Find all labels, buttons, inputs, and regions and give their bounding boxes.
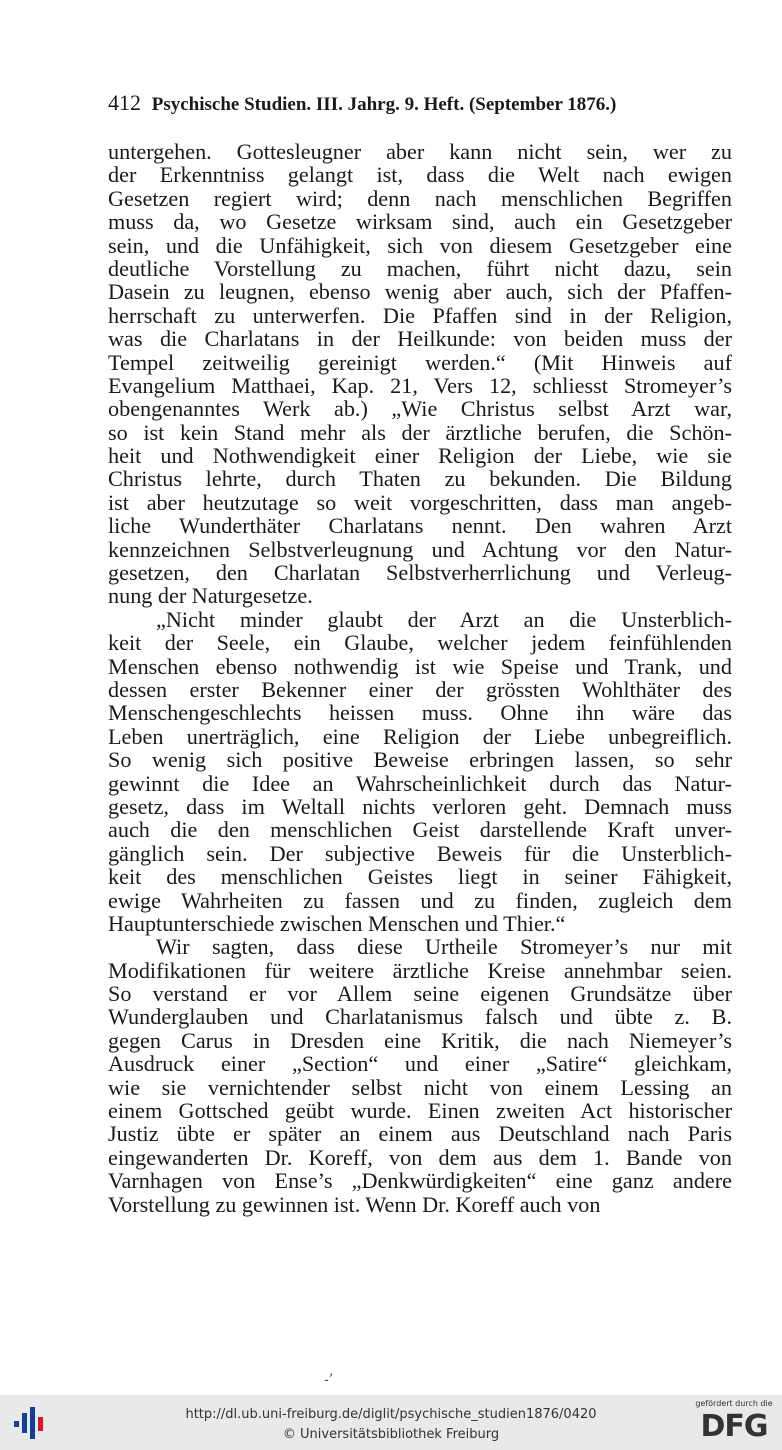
- body-text: [108, 140, 732, 1216]
- text-line: liche Wunderthäter Charlatans nennt. Den wahren Arzt: [108, 513, 732, 539]
- source-url-link[interactable]: http://dl.ub.uni-freiburg.de/diglit/psychische_studien1876/0420: [185, 1407, 597, 1422]
- text-line: keit der Seele, ein Glaube, welcher jedem feinfühlenden: [108, 630, 732, 656]
- text-line: So wenig sich positive Beweise erbringen lassen, so sehr: [108, 747, 732, 773]
- text-line: keit des menschlichen Geistes liegt in seiner Fähigkeit,: [108, 864, 732, 890]
- viewer-footer: [0, 1395, 782, 1450]
- text-line: eingewanderten Dr. Koreff, von dem aus dem 1. Bande von: [108, 1144, 732, 1170]
- text-line: muss da, wo Gesetze wirksam sind, auch ein Gesetzgeber: [108, 209, 732, 235]
- text-line: Gesetzen regiert wird; denn nach menschlichen Begriffen: [108, 185, 732, 211]
- text-line: was die Charlatans in der Heilkunde: von beiden muss der: [108, 326, 732, 352]
- text-line: auch die den menschlichen Geist darstellende Kraft unver-: [108, 817, 732, 843]
- text-line: Wunderglauben und Charlatanismus falsch und übte z. B.: [108, 1004, 732, 1030]
- text-line: der Erkenntniss gelangt ist, dass die Welt nach ewigen: [108, 162, 732, 188]
- text-line: Evangelium Matthaei, Kap. 21, Vers 12, schliesst Stromeyer’s: [108, 372, 732, 398]
- text-line: dessen erster Bekenner einer der grössten Wohlthäter des: [108, 676, 732, 702]
- text-line: untergehen. Gottesleugner aber kann nicht sein, wer zu: [108, 139, 732, 164]
- stray-mark: -’: [324, 1372, 334, 1388]
- text-line: wie sie vernichtender selbst nicht von einem Lessing an: [108, 1074, 732, 1100]
- text-line: gegen Carus in Dresden eine Kritik, die nach Niemeyer’s: [108, 1027, 732, 1053]
- text-line: einem Gottsched geübt wurde. Einen zweiten Act historischer: [108, 1098, 732, 1124]
- copyright-text: © Universitätsbibliothek Freiburg: [282, 1427, 500, 1442]
- text-line: Menschengeschlechts heissen muss. Ohne ihn wäre das: [108, 700, 732, 726]
- text-line: gesetz, dass im Weltall nichts verloren geht. Demnach muss: [108, 793, 732, 819]
- dfg-wordmark: DFG: [700, 1409, 768, 1444]
- text-line: Modifikationen für weitere ärztliche Kreise annehmbar seien.: [108, 957, 732, 983]
- text-line: Ausdruck einer „Section“ und einer „Satire“ gleichkam,: [108, 1051, 732, 1077]
- text-line: Leben unerträglich, eine Religion der Liebe unbegreiflich.: [108, 723, 732, 749]
- text-line: heit und Nothwendigkeit einer Religion der Liebe, wie sie: [108, 443, 732, 469]
- dfg-caption: gefördert durch die: [695, 1399, 773, 1408]
- text-line: Hauptunterschiede zwischen Menschen und Thier.“: [108, 910, 566, 936]
- running-title: Psychische Studien. III. Jahrg. 9. Heft. (September 1876.): [151, 94, 617, 115]
- text-line: herrschaft zu unterwerfen. Die Pfaffen sind in der Religion,: [108, 302, 732, 328]
- text-line: sein, und die Unfähigkeit, sich von diesem Gesetzgeber eine: [108, 232, 732, 258]
- text-line: Justiz übte er später an einem aus Deutschland nach Paris: [108, 1121, 732, 1147]
- text-line: Varnhagen von Ense’s „Denkwürdigkeiten“ eine ganz andere: [108, 1168, 732, 1194]
- text-line: gesetzen, den Charlatan Selbstverherrlichung und Verleug-: [108, 560, 732, 586]
- text-line: Menschen ebenso nothwendig ist wie Speise und Trank, und: [108, 653, 732, 679]
- running-header: [108, 90, 732, 116]
- text-line: ewige Wahrheiten zu fassen und zu finden, zugleich dem: [108, 887, 732, 913]
- text-line: So verstand er vor Allem seine eigenen Grundsätze über: [108, 981, 732, 1007]
- text-line: Tempel zeitweilig gereinigt werden.“ (Mit Hinweis auf: [108, 349, 732, 375]
- text-line: nung der Naturgesetze.: [108, 583, 313, 609]
- text-line: Vorstellung zu gewinnen ist. Wenn Dr. Koreff auch von: [108, 1191, 601, 1217]
- text-line: Christus lehrte, durch Thaten zu bekunden. Die Bildung: [108, 466, 732, 492]
- text-line: Dasein zu leugnen, ebenso wenig aber auch, sich der Pfaffen-: [108, 279, 732, 305]
- text-line: „Nicht minder glaubt der Arzt an die Unsterblich-: [156, 606, 732, 632]
- dfg-logo: [694, 1399, 774, 1447]
- text-line: ist aber heutzutage so weit vorgeschritten, dass man angeb-: [108, 489, 732, 515]
- text-line: gänglich sein. Der subjective Beweis für die Unsterblich-: [108, 840, 732, 866]
- text-line: so ist kein Stand mehr als der ärztliche berufen, die Schön-: [108, 419, 732, 445]
- text-line: gewinnt die Idee an Wahrscheinlichkeit durch das Natur-: [108, 770, 732, 796]
- text-line: obengenanntes Werk ab.) „Wie Christus selbst Arzt war,: [108, 396, 732, 422]
- page-number: 412: [108, 90, 141, 115]
- text-line: Wir sagten, dass diese Urtheile Stromeyer’s nur mit: [156, 934, 732, 960]
- text-line: kennzeichnen Selbstverleugnung und Achtung vor den Natur-: [108, 536, 732, 562]
- text-line: deutliche Vorstellung zu machen, führt nicht dazu, sein: [108, 255, 732, 281]
